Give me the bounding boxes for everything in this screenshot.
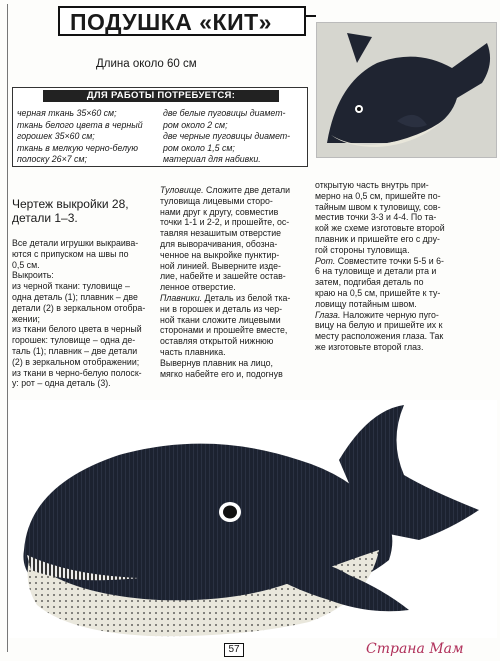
text-line: ловищу потайным швом. <box>315 298 417 309</box>
text-line: же изготовьте второй глаз. <box>315 341 424 352</box>
text-line: мягко набейте его и, подогнув <box>160 368 283 379</box>
requirements-right-list <box>163 108 308 166</box>
left-margin-rule <box>7 4 8 652</box>
text-line: Плавники. Деталь из белой тка- <box>160 292 291 303</box>
requirement-line: черная ткань 35×60 см; <box>17 108 117 118</box>
text-line: Рот. Совместите точки 5-5 и 6- <box>315 255 444 266</box>
text-line: точки 1-1 и 2-2, и прошейте, ос- <box>160 217 290 228</box>
text-line: Глаза. Наложите черную пуго- <box>315 309 439 320</box>
text-line: открытую часть внутрь при- <box>315 180 429 190</box>
text-line: плавник и пришейте его с дру- <box>315 233 440 244</box>
text-line: Все детали игрушки выкраива- <box>12 238 139 248</box>
text-line: Туловище. Сложите две детали <box>160 185 291 195</box>
text-line: оставляя открытой нижнюю <box>160 336 274 347</box>
text-line: жении; <box>12 313 40 324</box>
text-line: лие, набейте и зашейте остав- <box>160 271 286 282</box>
text-line: (2) в зеркальном отображении; <box>12 356 140 367</box>
text-line: гой стороны туловища. <box>315 244 410 255</box>
text-line: 0,5 см. <box>12 259 40 270</box>
whale-photo-small <box>316 22 497 158</box>
length-note: Длина около 60 см <box>96 58 197 70</box>
text-line: ни в горошек и деталь из чер- <box>160 303 283 314</box>
requirement-line: горошек 35×60 см; <box>17 131 95 142</box>
text-line: из ткани в черно-белую полоск- <box>12 367 142 378</box>
watermark: Страна Мам <box>366 641 464 657</box>
requirement-line: материал для набивки. <box>163 154 261 165</box>
whale-photo-main <box>9 400 497 638</box>
text-line: мерно на 0,5 см, пришейте по- <box>315 190 441 201</box>
text-line: для выворачивания, обозна- <box>160 238 278 249</box>
text-line: Вывернув плавник на лицо, <box>160 357 273 368</box>
instructions-column-1 <box>12 238 160 389</box>
section-label-mouth: Рот. <box>315 255 336 266</box>
text-line: горошек: туловище – одна де- <box>12 335 136 346</box>
text-line: затем, подгибая деталь по <box>315 277 424 288</box>
page-number: 57 <box>224 643 244 657</box>
requirement-line: две черные пуговицы диамет- <box>163 131 291 142</box>
text-line: часть плавника. <box>160 346 226 357</box>
text-line: детали (2) в зеркальном отобра- <box>12 302 146 313</box>
requirement-line: ткань в мелкую черно-белую <box>17 142 138 153</box>
text-line: одна деталь (1); плавник – две <box>12 291 138 302</box>
instructions-column-2 <box>160 185 306 379</box>
page-title: ПОДУШКА «КИТ» <box>70 9 272 35</box>
text-line: краю на 0,5 см, пришейте к ту- <box>315 287 441 298</box>
whale-main-image <box>9 400 497 638</box>
text-line: тайным швом к туловищу, сов- <box>315 201 441 212</box>
text-line: ленное отверстие. <box>160 282 236 293</box>
requirements-left-list <box>17 108 157 166</box>
text-line: из черной ткани: туловище – <box>12 281 130 292</box>
text-line: местив точки 3-3 и 4-4. По та- <box>315 212 437 223</box>
text-line: туловища лицевыми сторо- <box>160 195 273 206</box>
requirement-line: ром около 2 см; <box>163 119 228 130</box>
section-label-fins: Плавники. <box>160 292 203 303</box>
requirement-line: ткань белого цвета в черный <box>17 119 143 130</box>
text-line: из ткани белого цвета в черный <box>12 324 142 335</box>
text-line: сторонами и прошейте вместе, <box>160 325 288 336</box>
title-underline <box>304 15 316 17</box>
text-line: 6 на туловище и детали рта и <box>315 266 437 277</box>
text-line: месту расположения глаза. Так <box>315 331 444 342</box>
text-line: ной ткани сложите лицевыми <box>160 314 281 325</box>
text-line: таль (1); плавник – две детали <box>12 345 138 356</box>
requirements-box <box>12 87 308 167</box>
instructions-column-3 <box>315 180 483 353</box>
text-line: Выкроить: <box>12 270 54 281</box>
requirement-line: полоску 26×7 см; <box>17 154 87 165</box>
text-line: у: рот – одна деталь (3). <box>12 378 111 389</box>
text-line: ченное на выкройке пунктир- <box>160 249 280 260</box>
title-box <box>58 6 306 36</box>
text-line: тавляя незашитым отверстие <box>160 228 282 239</box>
whale-small-image <box>317 23 497 158</box>
requirement-line: две белые пуговицы диамет- <box>163 108 286 118</box>
section-label-eyes: Глаза. <box>315 309 341 320</box>
pattern-title: Чертеж выкройки 28, детали 1–3. <box>12 197 129 225</box>
text-line: ются с припуском на швы по <box>12 248 129 259</box>
requirement-line: ром около 1,5 см; <box>163 142 235 153</box>
requirements-header: ДЛЯ РАБОТЫ ПОТРЕБУЕТСЯ: <box>43 90 279 102</box>
section-label-body: Туловище. <box>160 185 204 195</box>
text-line: ной линией. Выверните изде- <box>160 260 281 271</box>
text-line: вицу на белую и пришейте их к <box>315 320 443 331</box>
text-line: нами друг к другу, совместив <box>160 206 279 217</box>
text-line: кой же схеме изготовьте второй <box>315 223 445 234</box>
